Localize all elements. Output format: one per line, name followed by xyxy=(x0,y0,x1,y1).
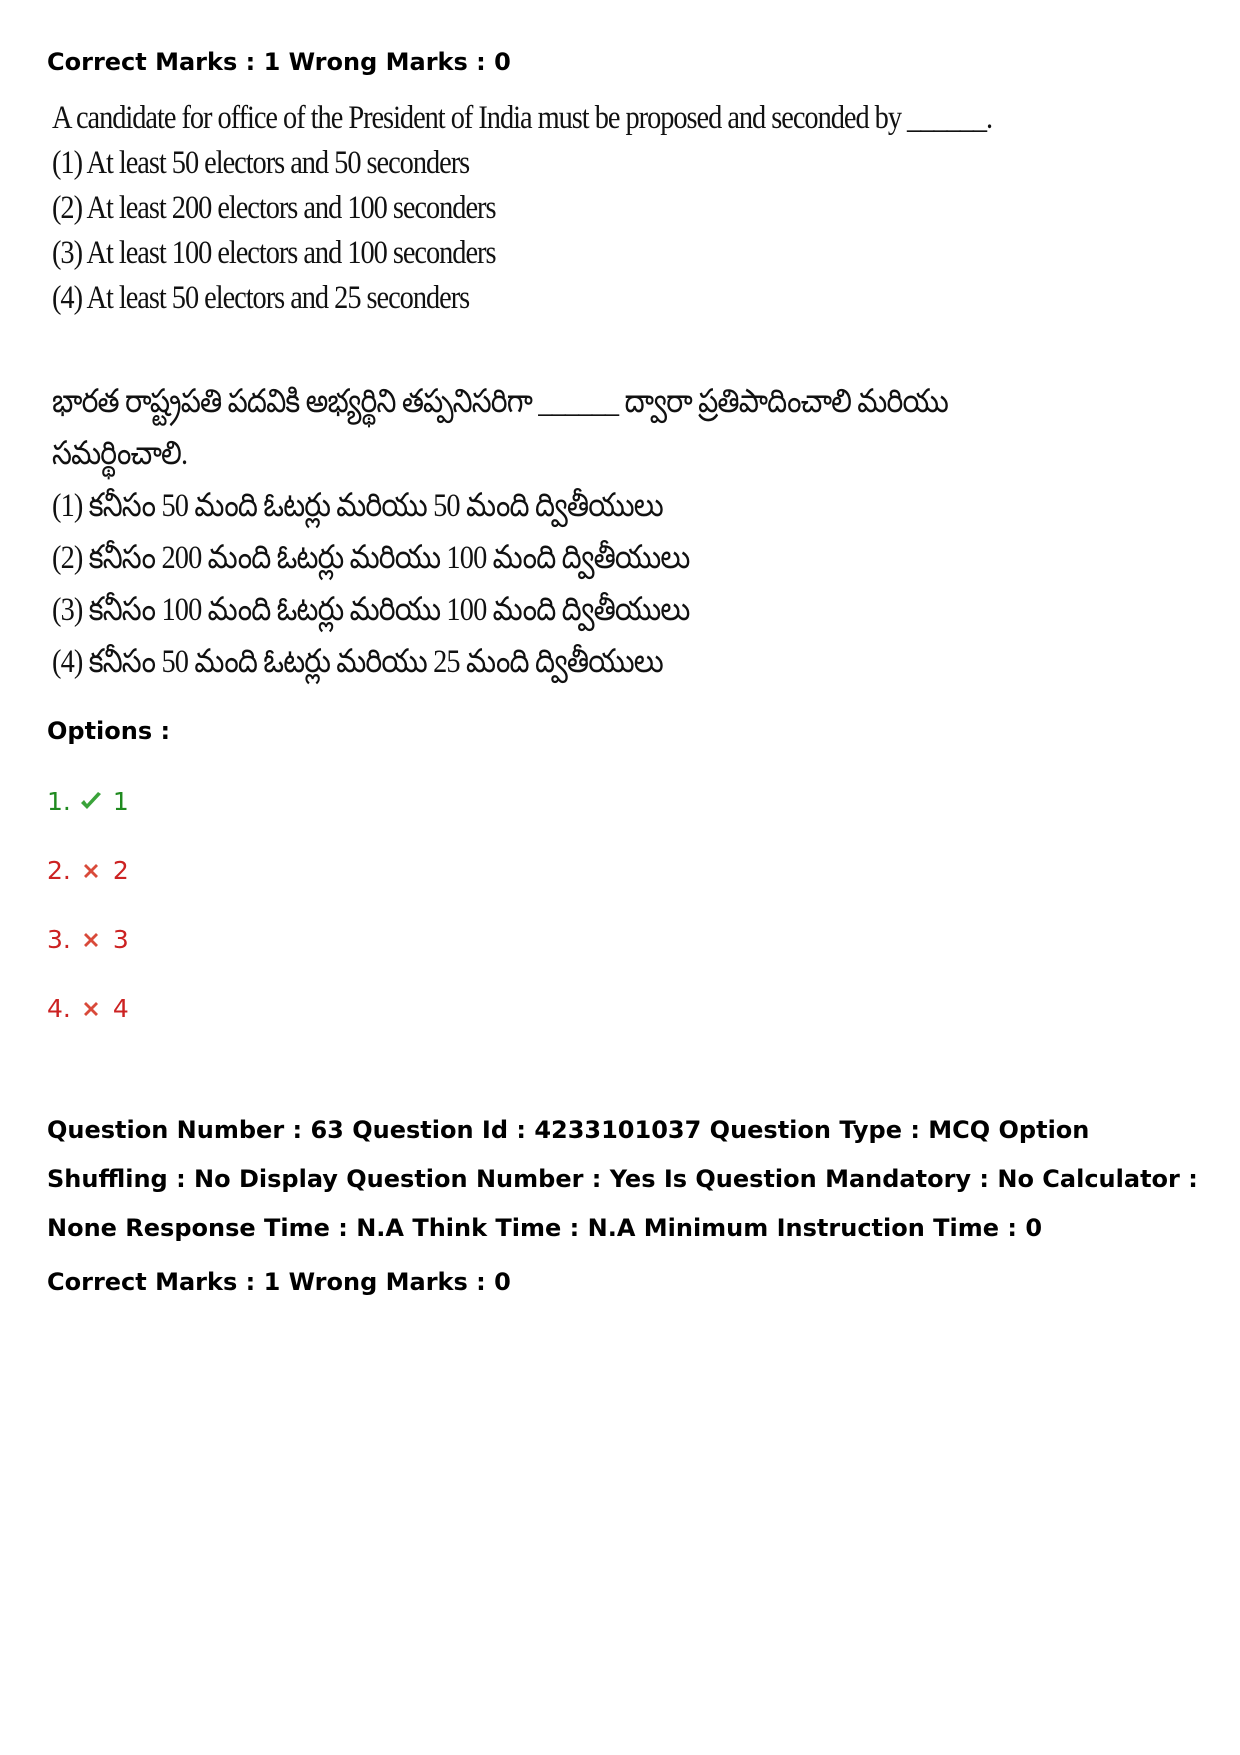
question-choice-telugu: (1) కనీసం 50 మంది ఓటర్లు మరియు 50 మంది ద్వితీయులు xyxy=(52,488,663,524)
question-image-english xyxy=(52,96,993,321)
question-stem-telugu-cont: సమర్థించాలి. xyxy=(52,436,188,472)
cross-icon xyxy=(79,928,103,952)
option-value: 2 xyxy=(112,856,129,885)
question-choice-telugu: (3) కనీసం 100 మంది ఓటర్లు మరియు 100 మంది ద్వితీయులు xyxy=(52,592,690,628)
option-number: 3. xyxy=(47,925,71,954)
cross-icon xyxy=(79,997,103,1021)
option-1 xyxy=(47,784,129,820)
cross-icon xyxy=(79,859,103,883)
marks-info: Correct Marks : 1 Wrong Marks : 0 xyxy=(47,48,511,76)
question-choice-telugu: (2) కనీసం 200 మంది ఓటర్లు మరియు 100 మంది ద్వితీయులు xyxy=(52,540,690,576)
option-2 xyxy=(47,853,129,889)
question-stem-telugu: భారత రాష్ట్రపతి పదవికి అభ్యర్థిని తప్పనిసరిగా ______ ద్వారా ప్రతిపాదించాలి మరియు xyxy=(52,384,948,420)
marks-info: Correct Marks : 1 Wrong Marks : 0 xyxy=(47,1268,511,1296)
option-number: 2. xyxy=(47,856,71,885)
option-number: 4. xyxy=(47,994,71,1023)
option-value: 4 xyxy=(112,994,129,1023)
question-choice: (4) At least 50 electors and 25 seconders xyxy=(52,280,470,316)
question-choice: (2) At least 200 electors and 100 seconders xyxy=(52,190,496,226)
question-choice: (3) At least 100 electors and 100 seconders xyxy=(52,235,496,271)
question-image-telugu xyxy=(52,376,1094,688)
question-choice-telugu: (4) కనీసం 50 మంది ఓటర్లు మరియు 25 మంది ద్వితీయులు xyxy=(52,644,663,680)
question-stem: A candidate for office of the President of India must be proposed and seconded by ______. xyxy=(52,100,993,136)
option-4 xyxy=(47,991,129,1027)
option-3 xyxy=(47,922,129,958)
option-number: 1. xyxy=(47,787,71,816)
option-value: 3 xyxy=(112,925,129,954)
option-value: 1 xyxy=(112,787,129,816)
options-label: Options : xyxy=(47,717,171,745)
check-icon xyxy=(79,790,103,814)
question-info: Question Number : 63 Question Id : 4233101037 Question Type : MCQ Option Shuffling : No Display Question Number : Yes Is Question Mandatory : No Calculator : None Response Time : N.A Think Time : N.A Minimum Instruction Time : 0 xyxy=(47,1116,1198,1242)
question-choice: (1) At least 50 electors and 50 seconders xyxy=(52,145,470,181)
